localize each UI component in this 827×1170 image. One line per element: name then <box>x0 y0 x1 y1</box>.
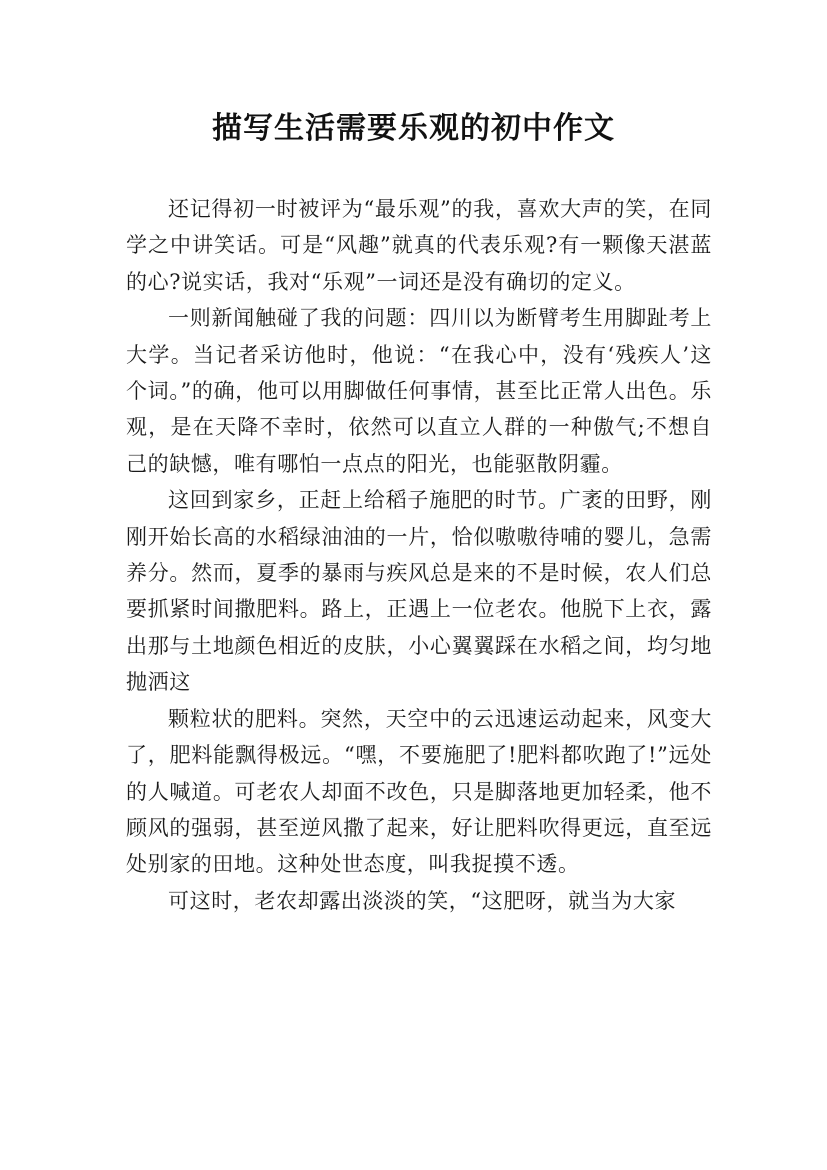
paragraph: 一则新闻触碰了我的问题：四川以为断臂考生用脚趾考上大学。当记者采访他时，他说：“在我心中，没有‘残疾人’这个词。”的确，他可以用脚做任何事情，甚至比正常人出色。乐观，是在天降不幸时，依然可以直立人群的一种傲气;不想自己的缺憾，唯有哪怕一点点的阳光，也能驱散阴霾。 <box>126 306 712 476</box>
document-title: 描写生活需要乐观的初中作文 <box>212 111 615 146</box>
paragraph: 颗粒状的肥料。突然，天空中的云迅速运动起来，风变大了，肥料能飘得极远。“嘿，不要施肥了!肥料都吹跑了!”远处的人喊道。可老农人却面不改色，只是脚落地更加轻柔，他不顾风的强弱，甚至逆风撒了起来，好让肥料吹得更远，直至远处别家的田地。这种处世态度，叫我捉摸不透。 <box>126 706 712 877</box>
paragraph: 可这时，老农却露出淡淡的笑，“这肥呀，就当为大家 <box>168 888 677 913</box>
document-body <box>126 191 712 919</box>
paragraph: 还记得初一时被评为“最乐观”的我，喜欢大声的笑，在同学之中讲笑话。可是“风趣”就真的代表乐观?有一颗像天湛蓝的心?说实话，我对“乐观”一词还是没有确切的定义。 <box>126 197 712 294</box>
paragraph: 这回到家乡，正赶上给稻子施肥的时节。广袤的田野，刚刚开始长高的水稻绿油油的一片，恰似嗷嗷待哺的婴儿，急需养分。然而，夏季的暴雨与疾风总是来的不是时候，农人们总要抓紧时间撒肥料。路上，正遇上一位老农。他脱下上衣，露出那与土地颜色相近的皮肤，小心翼翼踩在水稻之间，均匀地抛洒这 <box>126 488 712 695</box>
